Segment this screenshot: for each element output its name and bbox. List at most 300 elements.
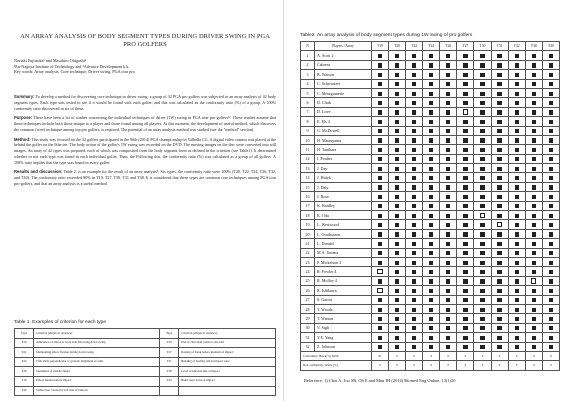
filled-square-icon <box>549 101 553 105</box>
player-number: 1 <box>301 51 315 60</box>
filled-square-icon <box>480 270 484 274</box>
array-cell <box>389 323 406 332</box>
array-cell <box>406 98 423 107</box>
filled-square-icon <box>429 326 433 330</box>
table1-row <box>15 338 276 348</box>
table1-type-cell: T26 <box>15 367 34 377</box>
table2-row <box>301 154 560 163</box>
array-cell <box>457 51 474 60</box>
filled-square-icon <box>446 157 450 161</box>
array-cell <box>440 173 457 182</box>
footer-value: 0 <box>542 351 559 360</box>
filled-square-icon <box>480 279 484 283</box>
filled-square-icon <box>532 110 536 114</box>
filled-square-icon <box>463 101 467 105</box>
array-cell <box>542 135 559 144</box>
filled-square-icon <box>497 261 501 265</box>
array-cell <box>525 276 542 285</box>
open-square-icon <box>463 109 468 114</box>
filled-square-icon <box>497 298 501 302</box>
array-cell <box>423 342 440 351</box>
filled-square-icon <box>412 73 416 77</box>
array-cell <box>491 342 508 351</box>
array-cell <box>389 342 406 351</box>
filled-square-icon <box>463 270 467 274</box>
array-cell <box>457 286 474 295</box>
array-cell <box>508 107 525 116</box>
array-cell <box>389 333 406 342</box>
player-name: J. Hulyk <box>315 173 372 182</box>
array-cell <box>440 229 457 238</box>
filled-square-icon <box>463 298 467 302</box>
array-cell <box>372 107 389 116</box>
filled-square-icon <box>480 167 484 171</box>
filled-square-icon <box>549 261 553 265</box>
array-cell <box>508 304 525 313</box>
array-cell <box>389 304 406 313</box>
filled-square-icon <box>463 279 467 283</box>
player-number: 13 <box>301 164 315 173</box>
player-number: 15 <box>301 182 315 191</box>
table1 <box>14 328 276 396</box>
array-cell <box>508 164 525 173</box>
array-cell <box>525 145 542 154</box>
array-cell <box>372 126 389 135</box>
filled-square-icon <box>497 82 501 86</box>
player-name: G. McDowell <box>315 126 372 135</box>
filled-square-icon <box>463 185 467 189</box>
array-cell <box>372 79 389 88</box>
array-cell <box>542 60 559 69</box>
filled-square-icon <box>463 92 467 96</box>
filled-square-icon <box>515 157 519 161</box>
array-cell <box>491 173 508 182</box>
table1-row <box>15 329 276 339</box>
filled-square-icon <box>429 110 433 114</box>
array-cell <box>508 342 525 351</box>
array-cell <box>389 154 406 163</box>
player-number: 32 <box>301 342 315 351</box>
array-cell <box>372 333 389 342</box>
filled-square-icon <box>515 270 519 274</box>
results-paragraph <box>14 169 276 186</box>
filled-square-icon <box>412 251 416 255</box>
table2-row <box>301 135 560 144</box>
filled-square-icon <box>429 82 433 86</box>
filled-square-icon <box>378 101 382 105</box>
filled-square-icon <box>532 63 536 67</box>
filled-square-icon <box>549 242 553 246</box>
table1-criterion-cell: Raising of trunk before moment of impact <box>179 348 276 358</box>
table2-row <box>301 229 560 238</box>
footer-value: 0 <box>474 361 491 370</box>
filled-square-icon <box>549 298 553 302</box>
array-cell <box>440 182 457 191</box>
array-cell <box>542 239 559 248</box>
array-cell <box>423 154 440 163</box>
filled-square-icon <box>429 289 433 293</box>
filled-square-icon <box>515 82 519 86</box>
filled-square-icon <box>515 73 519 77</box>
table1-criterion-cell: Adherence of elbow to body side following down swing <box>34 338 160 348</box>
summary-text: To develop a method for discovering core technique in driver swing, a group of 32 PGA pro golfers was subjected to an array analysis of 42 body segment types. Each type was tested to see if it would be found with each golfer, and this was calculated as the conformity ratio (%) of a group. A 100% conformity ratio discovered in six of these. <box>14 94 277 111</box>
filled-square-icon <box>395 167 399 171</box>
filled-square-icon <box>395 148 399 152</box>
filled-square-icon <box>378 242 382 246</box>
array-cell <box>372 295 389 304</box>
filled-square-icon <box>395 73 399 77</box>
filled-square-icon <box>532 232 536 236</box>
table2-row <box>301 239 560 248</box>
filled-square-icon <box>532 185 536 189</box>
array-cell <box>508 126 525 135</box>
filled-square-icon <box>378 82 382 86</box>
table2-caption: Table2. An array analysis of body segment types during 1W swing of pro golfers <box>300 33 473 38</box>
filled-square-icon <box>412 63 416 67</box>
array-cell <box>372 276 389 285</box>
filled-square-icon <box>532 82 536 86</box>
filled-square-icon <box>463 345 467 349</box>
array-cell <box>440 323 457 332</box>
array-cell <box>457 98 474 107</box>
filled-square-icon <box>429 214 433 218</box>
array-cell <box>389 117 406 126</box>
array-cell <box>508 239 525 248</box>
array-cell <box>440 220 457 229</box>
player-name: J. Rose <box>315 192 372 201</box>
player-number: 17 <box>301 201 315 210</box>
array-cell <box>491 295 508 304</box>
array-cell <box>474 267 491 276</box>
filled-square-icon <box>515 336 519 340</box>
table2-footer-row <box>301 351 560 360</box>
filled-square-icon <box>515 232 519 236</box>
array-cell <box>474 323 491 332</box>
filled-square-icon <box>515 167 519 171</box>
array-cell <box>372 182 389 191</box>
filled-square-icon <box>497 101 501 105</box>
array-cell <box>423 248 440 257</box>
footer-value: 0 <box>474 351 491 360</box>
player-name: M.A. Jimenz <box>315 248 372 257</box>
array-cell <box>491 192 508 201</box>
player-name: R. Fowler 4 <box>315 267 372 276</box>
table2-header-cell: N <box>301 42 315 51</box>
filled-square-icon <box>378 317 382 321</box>
filled-square-icon <box>480 185 484 189</box>
table1-criterion-cell: Steadiness of middle finger <box>34 367 160 377</box>
filled-square-icon <box>515 138 519 142</box>
array-cell <box>491 164 508 173</box>
array-cell <box>508 70 525 79</box>
table1-type-cell: T31 <box>160 357 179 367</box>
table1-criterion-cell: Hand stays down at impact <box>179 376 276 386</box>
open-square-icon <box>377 288 382 293</box>
filled-square-icon <box>395 336 399 340</box>
array-cell <box>542 192 559 201</box>
array-cell <box>406 257 423 266</box>
array-cell <box>423 88 440 97</box>
filled-square-icon <box>515 223 519 227</box>
filled-square-icon <box>395 270 399 274</box>
player-number: 16 <box>301 192 315 201</box>
table2-row <box>301 182 560 191</box>
player-name: C. Montgomerie <box>315 88 372 97</box>
filled-square-icon <box>515 261 519 265</box>
player-number: 27 <box>301 295 315 304</box>
array-cell <box>457 257 474 266</box>
array-cell <box>423 192 440 201</box>
footer-value: 0 <box>491 361 508 370</box>
filled-square-icon <box>497 270 501 274</box>
array-cell <box>406 333 423 342</box>
table1-row <box>15 376 276 386</box>
array-cell <box>423 135 440 144</box>
filled-square-icon <box>549 73 553 77</box>
array-cell <box>491 323 508 332</box>
table2-row <box>301 323 560 332</box>
table2-row <box>301 314 560 323</box>
filled-square-icon <box>480 138 484 142</box>
player-number: 11 <box>301 145 315 154</box>
filled-square-icon <box>378 251 382 255</box>
array-cell <box>525 164 542 173</box>
filled-square-icon <box>412 232 416 236</box>
array-cell <box>474 304 491 313</box>
filled-square-icon <box>412 336 416 340</box>
array-cell <box>525 314 542 323</box>
player-name: P. Mickelson 3 <box>315 257 372 266</box>
table1-caption: Table 1. Examples of criterion for each type <box>14 320 106 325</box>
array-cell <box>525 88 542 97</box>
table2-header-cell: T22 <box>406 42 423 51</box>
player-number: 23 <box>301 257 315 266</box>
array-cell <box>525 201 542 210</box>
filled-square-icon <box>429 223 433 227</box>
player-number: 28 <box>301 304 315 313</box>
filled-square-icon <box>463 157 467 161</box>
array-cell <box>491 257 508 266</box>
array-cell <box>542 248 559 257</box>
array-cell <box>457 248 474 257</box>
filled-square-icon <box>412 223 416 227</box>
array-cell <box>406 88 423 97</box>
filled-square-icon <box>480 54 484 58</box>
filled-square-icon <box>446 176 450 180</box>
footer-value: 0 <box>457 361 474 370</box>
array-cell <box>389 220 406 229</box>
array-cell <box>389 60 406 69</box>
filled-square-icon <box>515 242 519 246</box>
array-cell <box>525 135 542 144</box>
array-cell <box>525 60 542 69</box>
purpose-text: There have been a lot of studies concerning the individual techniques of driver (1W) swing in PGA tour pro-golfers¹². These studies assume that these techniques include both those unique to a player and those found among all players. At this moment, the development of useful method, which discovers the common (core) technique among top pro golfers, is required. The potential of an array analysis method was studied (see the "method" section). <box>14 115 276 132</box>
filled-square-icon <box>378 232 382 236</box>
player-number: 20 <box>301 229 315 238</box>
array-cell <box>491 98 508 107</box>
filled-square-icon <box>429 308 433 312</box>
table2-header-cell: T32 <box>508 42 525 51</box>
array-cell <box>491 314 508 323</box>
filled-square-icon <box>463 251 467 255</box>
array-cell <box>474 60 491 69</box>
array-cell <box>542 333 559 342</box>
filled-square-icon <box>412 214 416 218</box>
array-cell <box>525 192 542 201</box>
array-cell <box>372 220 389 229</box>
filled-square-icon <box>446 326 450 330</box>
filled-square-icon <box>395 298 399 302</box>
table1-type-cell: T22 <box>15 348 34 358</box>
filled-square-icon <box>463 242 467 246</box>
filled-square-icon <box>480 120 484 124</box>
filled-square-icon <box>429 279 433 283</box>
filled-square-icon <box>497 167 501 171</box>
array-cell <box>457 88 474 97</box>
array-cell <box>406 286 423 295</box>
array-cell <box>440 79 457 88</box>
filled-square-icon <box>395 251 399 255</box>
method-text: This study was focused on the 32 golfers participated in the 96th (2014) PGA championship in Valhalla CG. A digital video camera was placed at the behind the golfer on the 9the tee. The body action of the golfer's 1W swing was recorded on the DVD. The moving images on the disc were converted into still images. An array of 42 types was prepared, each of which was composited from the body segment form as defined in the criterion (see Table1). It determined whether or not each type was found in each individual golfer. Then, the Following this, the conformity ratio (%) was calculated as a group of all golfers. A 100% ratio implies that the type was found in every golfer. <box>14 136 276 165</box>
array-cell <box>508 117 525 126</box>
filled-square-icon <box>463 261 467 265</box>
array-cell <box>406 79 423 88</box>
player-name: R. Ishikawa <box>315 286 372 295</box>
array-cell <box>525 257 542 266</box>
array-cell <box>457 107 474 116</box>
array-cell <box>525 286 542 295</box>
array-cell <box>457 211 474 220</box>
filled-square-icon <box>497 92 501 96</box>
footer-value: 81 <box>372 351 389 360</box>
array-cell <box>508 173 525 182</box>
footer-value: 0 <box>525 361 542 370</box>
array-cell <box>440 154 457 163</box>
array-cell <box>525 98 542 107</box>
filled-square-icon <box>549 326 553 330</box>
array-cell <box>423 267 440 276</box>
array-cell <box>423 107 440 116</box>
array-cell <box>508 98 525 107</box>
array-cell <box>508 145 525 154</box>
table1-type-cell: T30 <box>160 338 179 348</box>
filled-square-icon <box>446 110 450 114</box>
array-cell <box>525 304 542 313</box>
filled-square-icon <box>532 92 536 96</box>
array-cell <box>372 117 389 126</box>
filled-square-icon <box>429 204 433 208</box>
array-cell <box>457 164 474 173</box>
filled-square-icon <box>497 157 501 161</box>
array-cell <box>389 126 406 135</box>
array-cell <box>474 333 491 342</box>
array-cell <box>508 276 525 285</box>
player-name: E. Els 4 <box>315 117 372 126</box>
array-cell <box>457 201 474 210</box>
array-cell <box>542 126 559 135</box>
player-name: D. Clark <box>315 98 372 107</box>
filled-square-icon <box>497 251 501 255</box>
array-cell <box>440 342 457 351</box>
table2-row <box>301 145 560 154</box>
footer-value: 0 <box>508 351 525 360</box>
filled-square-icon <box>515 176 519 180</box>
filled-square-icon <box>532 54 536 58</box>
filled-square-icon <box>429 176 433 180</box>
array-cell <box>542 211 559 220</box>
filled-square-icon <box>395 242 399 246</box>
array-cell <box>491 51 508 60</box>
table1-type-cell: T38 <box>160 367 179 377</box>
filled-square-icon <box>515 308 519 312</box>
player-name: D. Love <box>315 107 372 116</box>
array-cell <box>474 295 491 304</box>
array-cell <box>525 173 542 182</box>
array-cell <box>389 135 406 144</box>
filled-square-icon <box>429 317 433 321</box>
author-block <box>14 58 276 75</box>
array-cell <box>389 173 406 182</box>
array-cell <box>474 51 491 60</box>
filled-square-icon <box>412 308 416 312</box>
filled-square-icon <box>497 326 501 330</box>
player-name: K. Oda <box>315 211 372 220</box>
open-square-icon <box>480 213 485 218</box>
filled-square-icon <box>378 73 382 77</box>
table2-row <box>301 126 560 135</box>
filled-square-icon <box>549 54 553 58</box>
purpose-paragraph <box>14 115 276 132</box>
filled-square-icon <box>480 261 484 265</box>
filled-square-icon <box>412 157 416 161</box>
array-cell <box>542 201 559 210</box>
filled-square-icon <box>480 148 484 152</box>
filled-square-icon <box>378 92 382 96</box>
array-cell <box>423 257 440 266</box>
array-cell <box>457 333 474 342</box>
filled-square-icon <box>446 279 450 283</box>
table2-header-row <box>301 42 560 51</box>
array-cell <box>525 51 542 60</box>
filled-square-icon <box>378 63 382 67</box>
filled-square-icon <box>429 167 433 171</box>
open-square-icon <box>377 269 382 274</box>
filled-square-icon <box>446 261 450 265</box>
player-name: S. Garcia <box>315 295 372 304</box>
filled-square-icon <box>497 317 501 321</box>
array-cell <box>372 154 389 163</box>
filled-square-icon <box>429 270 433 274</box>
player-name: L. Oosthuizen <box>315 229 372 238</box>
table2-row <box>301 257 560 266</box>
array-cell <box>508 323 525 332</box>
filled-square-icon <box>446 308 450 312</box>
filled-square-icon <box>446 232 450 236</box>
filled-square-icon <box>429 157 433 161</box>
table2-row <box>301 342 560 351</box>
array-cell <box>525 267 542 276</box>
player-number: 30 <box>301 323 315 332</box>
array-cell <box>406 314 423 323</box>
array-cell <box>372 164 389 173</box>
array-cell <box>423 220 440 229</box>
player-name: J. Daly <box>315 182 372 191</box>
filled-square-icon <box>532 298 536 302</box>
filled-square-icon <box>378 298 382 302</box>
array-cell <box>508 79 525 88</box>
filled-square-icon <box>429 63 433 67</box>
array-cell <box>491 304 508 313</box>
